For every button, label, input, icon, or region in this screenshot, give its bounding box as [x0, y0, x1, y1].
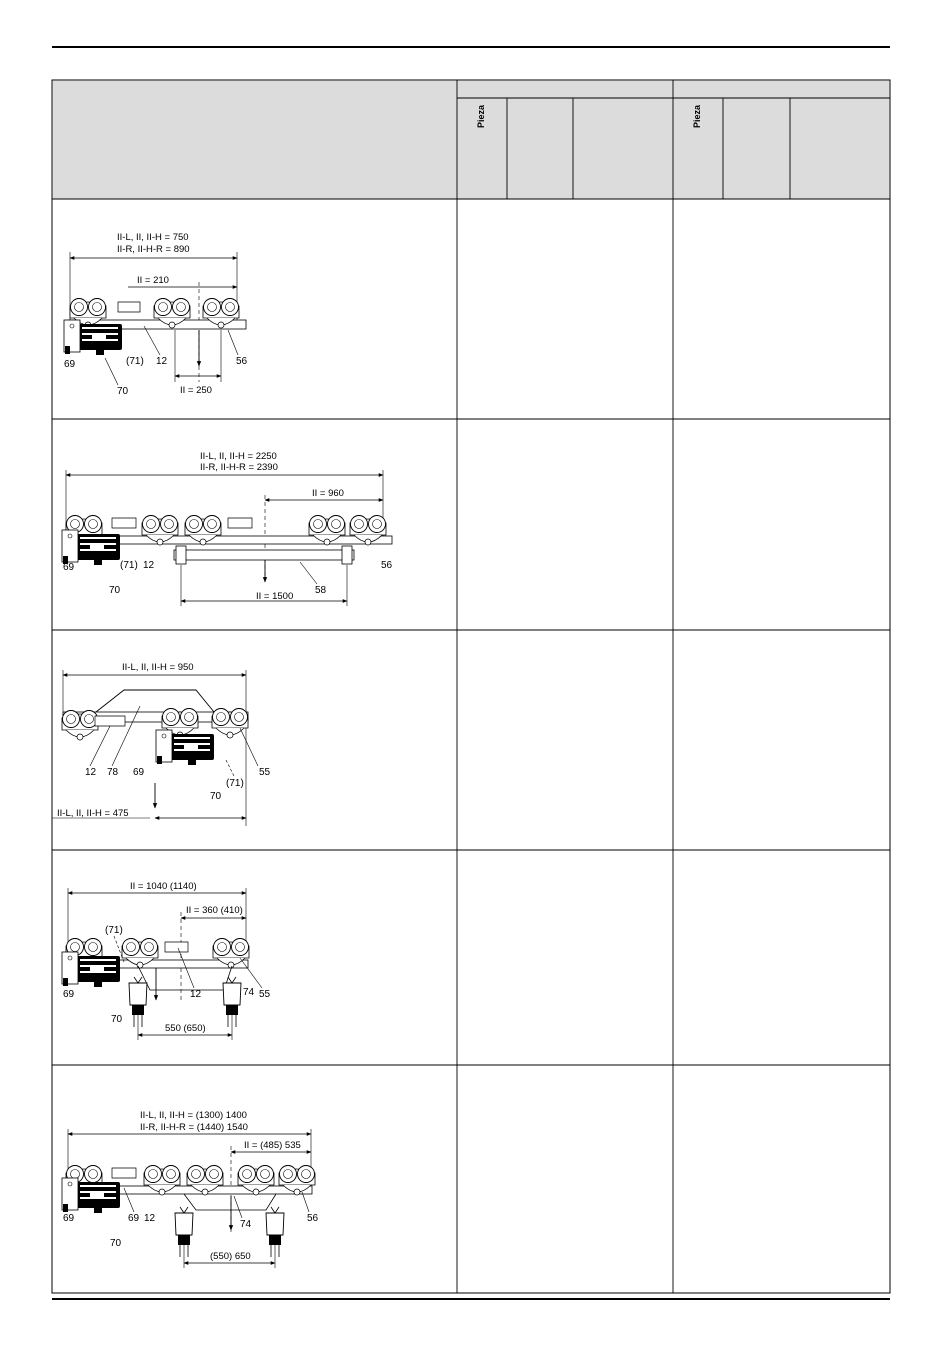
- callout-label: 69: [63, 1213, 75, 1224]
- callout-label: 69: [133, 767, 145, 778]
- callout-label: 70: [117, 386, 129, 397]
- callout-label: 69: [128, 1213, 140, 1224]
- callout-label: 12: [85, 767, 97, 778]
- dimension-label: II = 360 (410): [186, 905, 243, 916]
- dimension-label: II-L, II, II-H = 750: [117, 232, 189, 243]
- callout-label: (71): [226, 778, 244, 789]
- dimension-label: II = 1040 (1140): [130, 881, 197, 892]
- callout-label: 69: [63, 989, 75, 1000]
- callout-label: 12: [156, 356, 168, 367]
- callout-label: 56: [381, 560, 393, 571]
- callout-label: (71): [105, 925, 123, 936]
- dimension-label: II = 210: [137, 275, 169, 286]
- callout-label: 12: [144, 1213, 156, 1224]
- callout-label: (71): [120, 560, 138, 571]
- callout-label: 55: [259, 767, 271, 778]
- dimension-label: II-L, II, II-H = 475: [57, 808, 129, 819]
- callout-label: 58: [315, 585, 327, 596]
- dimension-label: II-R, II-H-R = (1440) 1540: [140, 1122, 248, 1133]
- callout-label: 74: [243, 987, 255, 998]
- drawing-row-1: [64, 232, 248, 397]
- callout-label: (71): [126, 356, 144, 367]
- drawing-row-2: [62, 451, 393, 606]
- callout-label: 70: [110, 1238, 122, 1249]
- drawing-row-5: [62, 1110, 319, 1268]
- callout-label: 12: [190, 989, 202, 1000]
- dimension-label: II = 960: [312, 488, 344, 499]
- dimension-label: II-L, II, II-H = (1300) 1400: [140, 1110, 247, 1121]
- drawing-row-3: [52, 662, 271, 826]
- callout-label: 56: [236, 356, 248, 367]
- dimension-label: II = 250: [180, 385, 212, 396]
- callout-label: 69: [63, 562, 75, 573]
- callout-label: 70: [210, 791, 222, 802]
- callout-label: 74: [240, 1219, 252, 1230]
- dimension-label: II = (485) 535: [244, 1140, 301, 1151]
- dimension-label: II-R, II-H-R = 2390: [200, 462, 278, 473]
- drawing-row-4: [62, 881, 271, 1040]
- header-pieza-right: Pieza: [692, 104, 702, 128]
- header-pieza-left: Pieza: [476, 104, 486, 128]
- callout-label: 70: [111, 1014, 123, 1025]
- callout-label: 56: [307, 1213, 319, 1224]
- callout-label: 55: [259, 989, 271, 1000]
- dimension-label: II-R, II-H-R = 890: [117, 244, 190, 255]
- dimension-label: (550) 650: [210, 1251, 251, 1262]
- dimension-label: II-L, II, II-H = 950: [122, 662, 194, 673]
- callout-label: 69: [64, 359, 76, 370]
- dimension-label: 550 (650): [165, 1023, 206, 1034]
- callout-label: 78: [107, 767, 119, 778]
- dimension-label: II-L, II, II-H = 2250: [200, 451, 277, 462]
- callout-label: 12: [143, 560, 155, 571]
- dimension-label: II = 1500: [256, 591, 294, 602]
- callout-label: 70: [109, 585, 121, 596]
